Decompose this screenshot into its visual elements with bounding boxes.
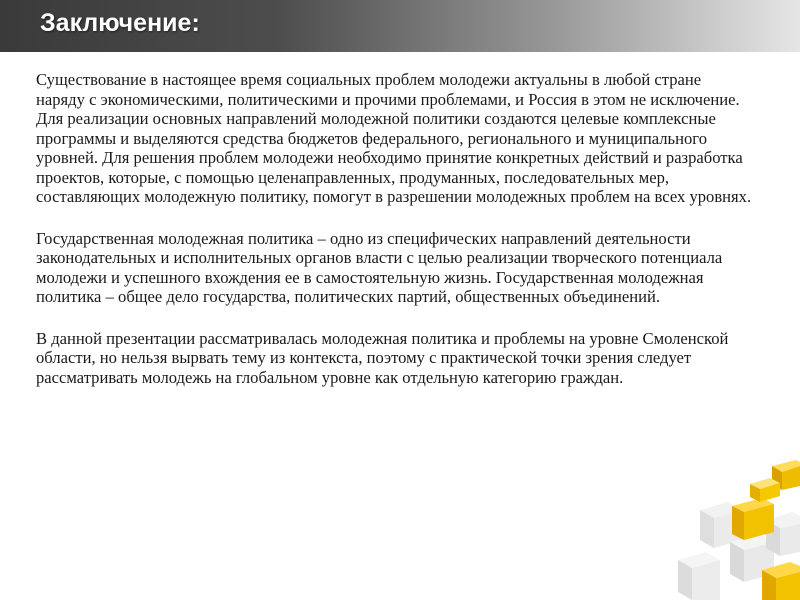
paragraph-1: Существование в настоящее время социальных проблем молодежи актуальны в любой стране наряду с экономическими, политическими и прочими проблемами, и Россия в этом не исключение. Для реализации основных направлений молодежной политики создаются целевые комплексные программы и выделяются средства бюджетов федерального, регионального и муниципального уровней. Для решения проблем молодежи необходимо принятие конкретных действий и разработка проектов, которые, с помощью целенаправленных, продуманных, последовательных мер, составляющих молодежную политику, помогут в разрешении молодежных проблем на всех уровнях. [36,70,752,206]
title-bar [0,0,800,52]
paragraph-3: В данной презентации рассматривалась молодежная политика и проблемы на уровне Смоленской области, но нельзя вырвать тему из контекста, поэтому с практической точки зрения следует рассматривать молодежь на глобальном уровне как отдельную категорию граждан. [36,328,729,387]
slide-content [36,70,752,409]
decorative-cubes [670,450,800,600]
yellow-cube [750,478,780,502]
slide-title: Заключение: [40,9,200,37]
white-cube [678,552,720,600]
paragraph-2: Государственная молодежная политика – одно из специфических направлений деятельности законодательных и исполнительных органов власти с целью реализации творческого потенциала молодежи и успешного вхождения ее в самостоятельную жизнь. Государственная молодежная политика – общее дело государства, политических партий, общественных объединений. [36,228,723,306]
